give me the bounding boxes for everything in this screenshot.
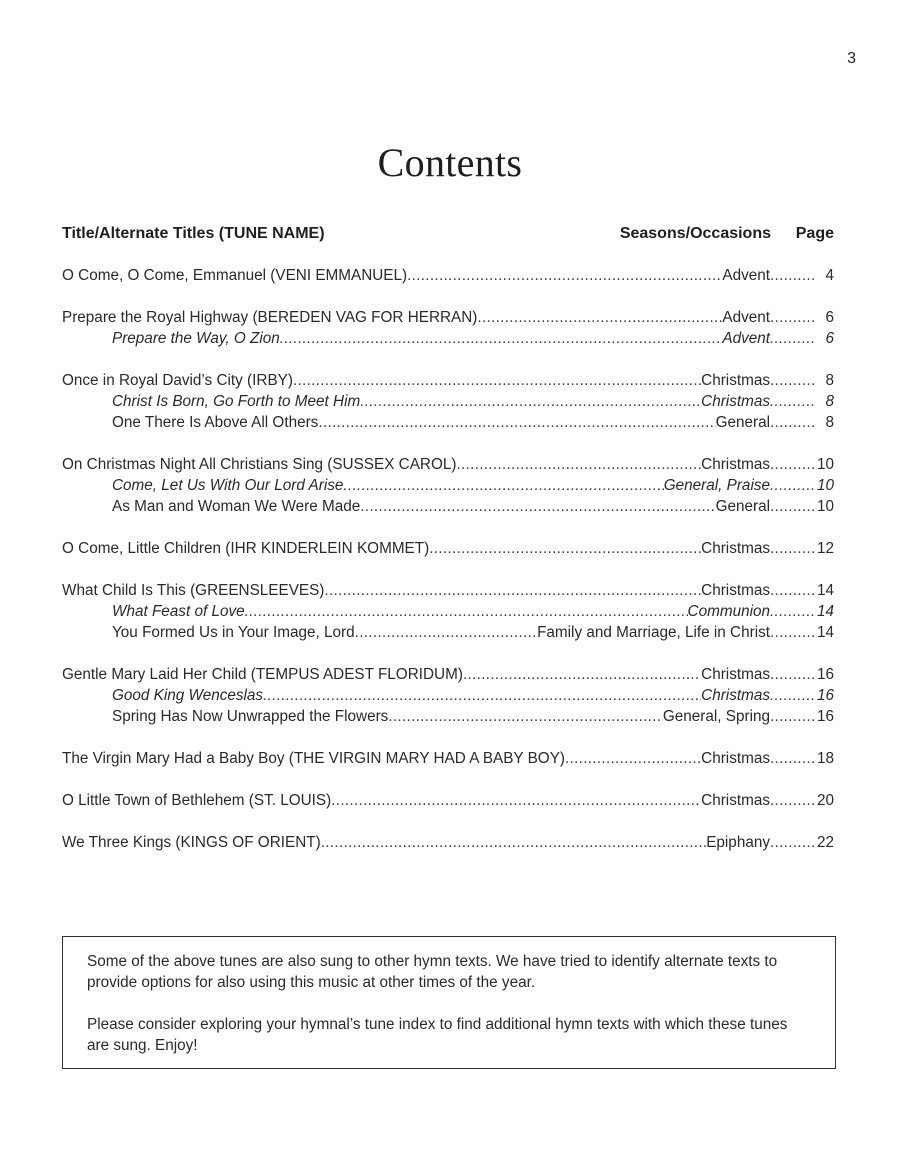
dot-leader [770, 685, 814, 706]
dot-leader [770, 307, 814, 328]
entry-page: 18 [816, 750, 834, 767]
toc-entry-alternate [62, 391, 834, 412]
entry-page: 14 [816, 582, 834, 599]
entry-page: 8 [825, 414, 834, 431]
dot-leader [321, 832, 707, 853]
dot-leader [263, 685, 701, 706]
entry-page: 12 [816, 540, 834, 557]
entry-season: Christmas [701, 456, 770, 473]
toc-entry [62, 664, 834, 685]
entry-page: 4 [825, 267, 834, 284]
entry-title: The Virgin Mary Had a Baby Boy (THE VIRGIN MARY HAD A BABY BOY) [62, 750, 565, 767]
entry-title: What Child Is This (GREENSLEEVES) [62, 582, 325, 599]
toc-entry [62, 538, 834, 559]
entry-title: As Man and Woman We Were Made [112, 498, 361, 515]
dot-leader [565, 748, 701, 769]
header-page-column: Page [795, 225, 834, 242]
entry-season: Epiphany [706, 834, 770, 851]
toc-group [62, 790, 834, 811]
entry-season: Christmas [701, 582, 770, 599]
toc-entry [62, 370, 834, 391]
entry-page: 22 [816, 834, 834, 851]
dot-leader [463, 664, 701, 685]
entry-title: Come, Let Us With Our Lord Arise [112, 477, 344, 494]
dot-leader [770, 328, 814, 349]
entry-page: 6 [825, 309, 834, 326]
dot-leader [456, 454, 701, 475]
dot-leader [770, 748, 814, 769]
page-number: 3 [847, 50, 856, 67]
dot-leader [770, 622, 814, 643]
entry-page: 20 [816, 792, 834, 809]
toc-group [62, 748, 834, 769]
toc-group [62, 370, 834, 433]
page-title: Contents [377, 140, 523, 185]
entry-season: General [715, 498, 770, 515]
dot-leader [324, 580, 701, 601]
entry-title: Once in Royal David’s City (IRBY) [62, 372, 293, 389]
toc-entry [62, 580, 834, 601]
dot-leader [770, 370, 814, 391]
entry-season: Christmas [701, 540, 770, 557]
entry-season: Christmas [701, 393, 770, 410]
toc-group [62, 265, 834, 286]
dot-leader [355, 622, 537, 643]
toc-entry-alternate [62, 328, 834, 349]
entry-season: Christmas [701, 666, 770, 683]
toc-group [62, 832, 834, 853]
dot-leader [407, 265, 722, 286]
entry-page: 10 [816, 456, 834, 473]
entry-page: 14 [816, 603, 834, 620]
entry-page: 16 [816, 708, 834, 725]
toc-entry-alternate [62, 685, 834, 706]
dot-leader [429, 538, 701, 559]
dot-leader [770, 580, 814, 601]
entry-title: Prepare the Way, O Zion [112, 330, 280, 347]
entry-page: 16 [816, 666, 834, 683]
entry-season: Advent [722, 309, 770, 326]
dot-leader [770, 265, 814, 286]
entry-season: Communion [687, 603, 770, 620]
entry-title: Spring Has Now Unwrapped the Flowers [112, 708, 389, 725]
dot-leader [343, 475, 663, 496]
dot-leader [477, 307, 722, 328]
dot-leader [770, 412, 814, 433]
entry-season: Advent [722, 267, 770, 284]
dot-leader [280, 328, 723, 349]
entry-season: General, Spring [662, 708, 770, 725]
entry-page: 8 [825, 393, 834, 410]
contents-header [62, 224, 834, 244]
toc-entry-alternate [62, 475, 834, 496]
toc-entry-alternate [62, 622, 834, 643]
dot-leader [770, 538, 814, 559]
header-season-column: Seasons/Occasions [619, 225, 771, 242]
entry-title: What Feast of Love [112, 603, 245, 620]
dot-leader [770, 832, 814, 853]
table-of-contents [62, 265, 834, 874]
note-paragraph-1: Some of the above tunes are also sung to other hymn texts. We have tried to identify alternate texts to provide options for also using this music at other times of the year. [87, 953, 778, 991]
dot-leader [770, 664, 814, 685]
toc-entry [62, 265, 834, 286]
toc-group [62, 454, 834, 517]
entry-page: 6 [825, 330, 834, 347]
entry-page: 8 [825, 372, 834, 389]
dot-leader [388, 706, 663, 727]
dot-leader [770, 454, 814, 475]
toc-entry [62, 307, 834, 328]
note-box [62, 936, 836, 1069]
entry-page: 16 [816, 687, 834, 704]
toc-entry [62, 832, 834, 853]
dot-leader [360, 391, 701, 412]
toc-entry-alternate [62, 496, 834, 517]
dot-leader [318, 412, 715, 433]
dot-leader [360, 496, 715, 517]
toc-entry-alternate [62, 601, 834, 622]
toc-entry-alternate [62, 412, 834, 433]
entry-title: Gentle Mary Laid Her Child (TEMPUS ADEST FLORIDUM) [62, 666, 463, 683]
entry-season: Christmas [701, 687, 770, 704]
entry-title: On Christmas Night All Christians Sing (SUSSEX CAROL) [62, 456, 457, 473]
dot-leader [331, 790, 701, 811]
toc-group [62, 580, 834, 643]
toc-entry [62, 748, 834, 769]
toc-group [62, 307, 834, 349]
entry-season: Family and Marriage, Life in Christ [537, 624, 770, 641]
dot-leader [770, 601, 814, 622]
entry-title: Prepare the Royal Highway (BEREDEN VAG FOR HERRAN) [62, 309, 478, 326]
entry-title: Christ Is Born, Go Forth to Meet Him [112, 393, 361, 410]
toc-group [62, 664, 834, 727]
entry-season: Christmas [701, 372, 770, 389]
dot-leader [770, 790, 814, 811]
header-title-column: Title/Alternate Titles (TUNE NAME) [62, 225, 325, 242]
toc-group [62, 538, 834, 559]
dot-leader [770, 496, 814, 517]
entry-title: O Little Town of Bethlehem (ST. LOUIS) [62, 792, 332, 809]
entry-season: Advent [722, 330, 770, 347]
entry-title: Good King Wenceslas [112, 687, 264, 704]
dot-leader [293, 370, 701, 391]
toc-entry-alternate [62, 706, 834, 727]
dot-leader [245, 601, 688, 622]
dot-leader [770, 391, 814, 412]
entry-title: O Come, O Come, Emmanuel (VENI EMMANUEL) [62, 267, 408, 284]
dot-leader [770, 706, 814, 727]
entry-season: General [715, 414, 770, 431]
toc-entry [62, 790, 834, 811]
toc-entry [62, 454, 834, 475]
entry-title: You Formed Us in Your Image, Lord [112, 624, 355, 641]
note-paragraph-2: Please consider exploring your hymnal’s tune index to find additional hymn texts with which these tunes are sung. Enjoy! [87, 1016, 788, 1054]
entry-season: Christmas [701, 792, 770, 809]
entry-page: 14 [816, 624, 834, 641]
entry-title: O Come, Little Children (IHR KINDERLEIN KOMMET) [62, 540, 430, 557]
entry-season: General, Praise [663, 477, 770, 494]
entry-page: 10 [816, 498, 834, 515]
entry-title: We Three Kings (KINGS OF ORIENT) [62, 834, 321, 851]
entry-page: 10 [816, 477, 834, 494]
dot-leader [770, 475, 814, 496]
entry-season: Christmas [701, 750, 770, 767]
entry-title: One There Is Above All Others [112, 414, 319, 431]
